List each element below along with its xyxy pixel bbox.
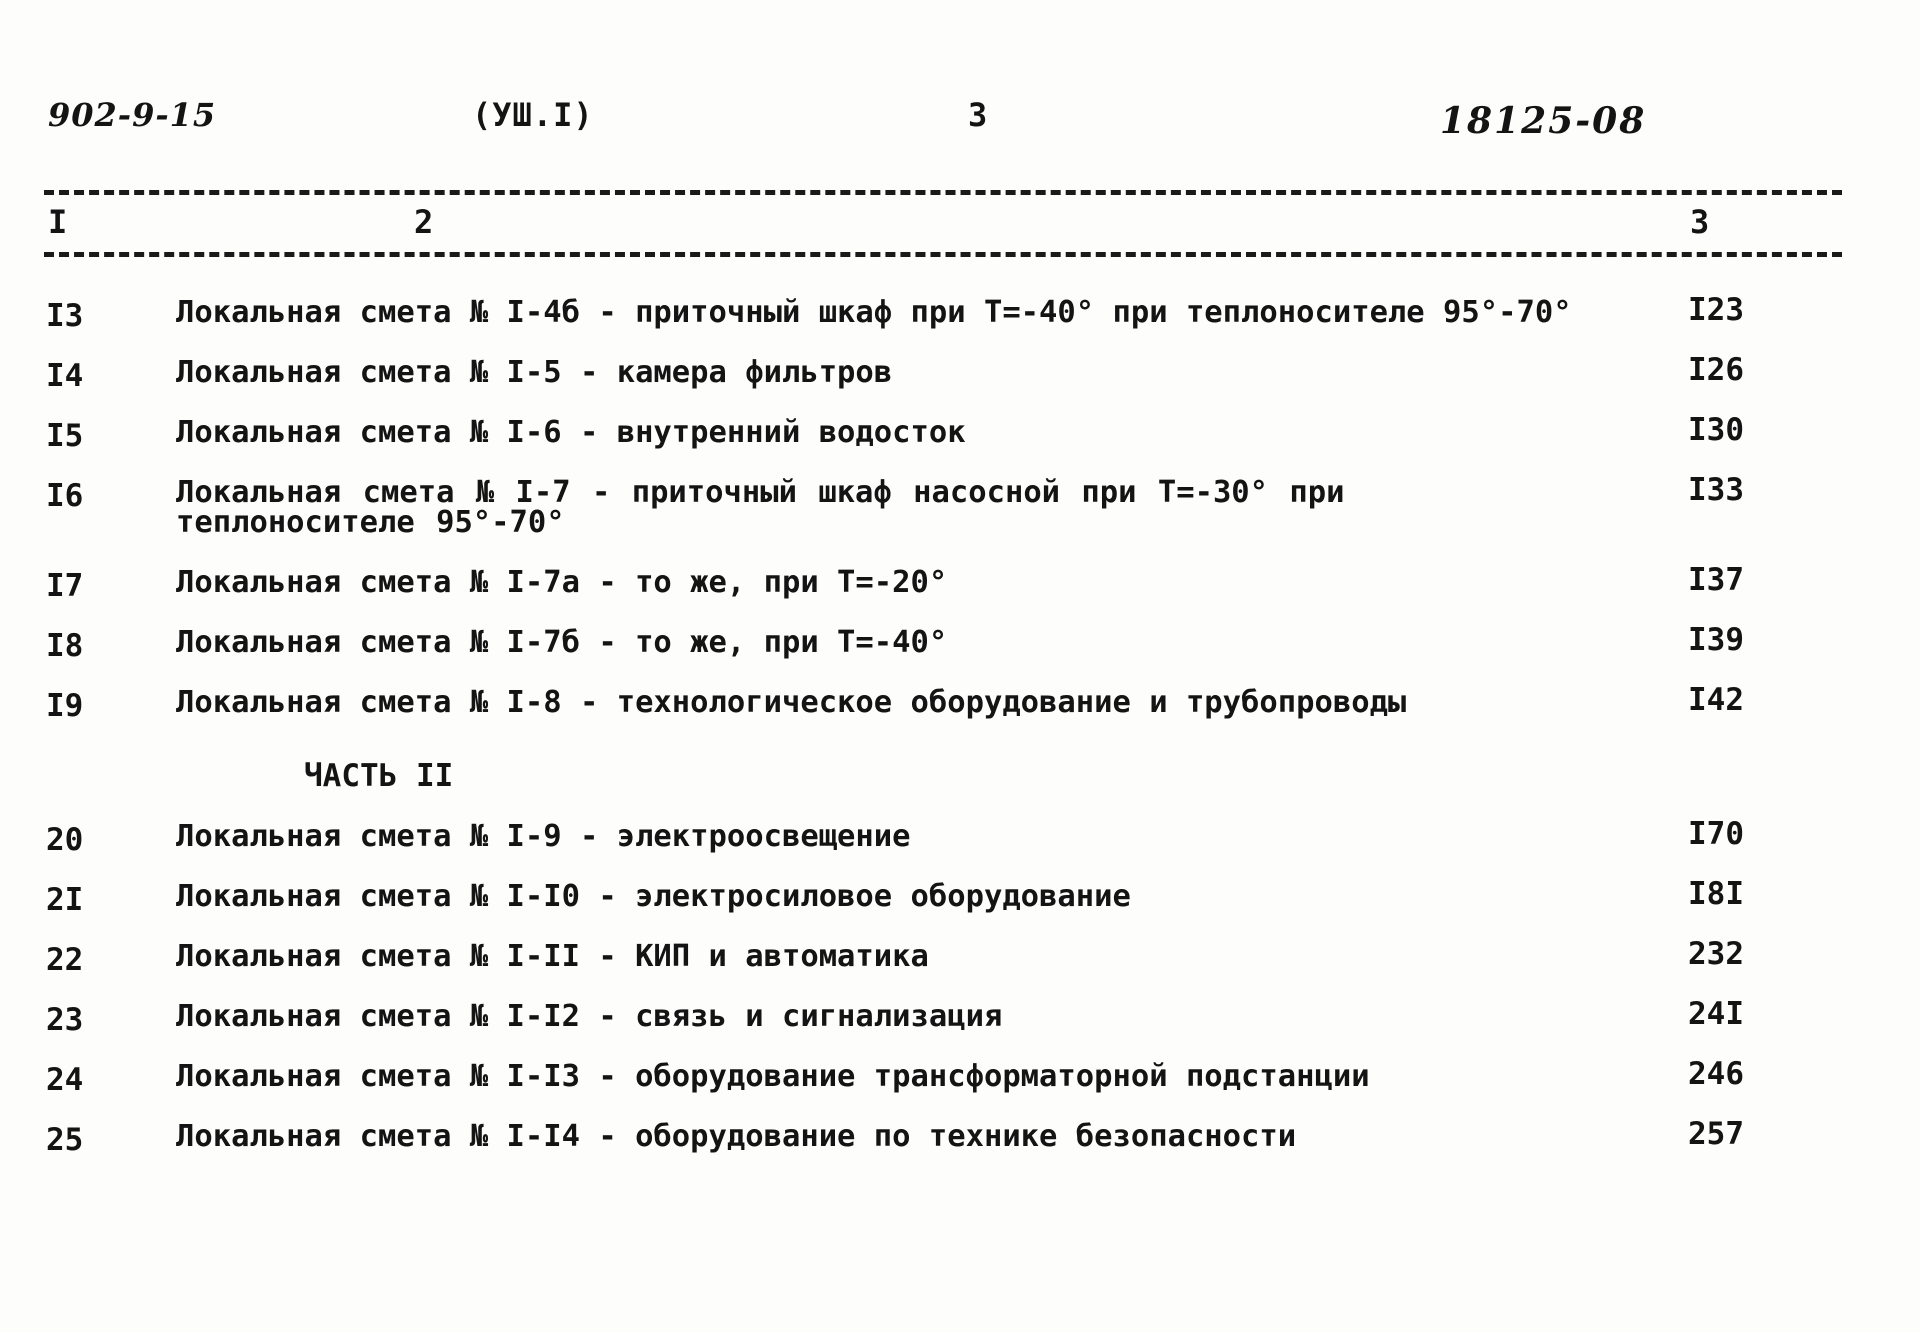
table-row [0,682,1920,748]
table-top-rule [44,190,1842,195]
row-description: Локальная смета № I-II - КИП и автоматика [176,939,929,974]
column-header-2: 2 [414,203,434,241]
row-number: 24 [46,1062,84,1098]
row-description: Локальная смета № I-4б - приточный шкаф при Т=-40° при теплоносителе 95°-70° [176,295,1572,330]
row-page: I23 [1688,292,1744,328]
row-page: I42 [1688,682,1744,718]
row-number: I8 [46,628,84,664]
row-page: I26 [1688,352,1744,388]
page-number: 3 [968,96,989,134]
table-row [0,472,1920,558]
table-row [0,622,1920,688]
table-row [0,816,1920,882]
row-page: I8I [1688,876,1744,912]
row-number: I3 [46,298,84,334]
row-page: I33 [1688,472,1744,508]
row-number: 22 [46,942,84,978]
table-row [0,1056,1920,1122]
row-description: Локальная смета № I-7б - то же, при Т=-40° [176,625,948,660]
table-row [0,352,1920,418]
row-description: Локальная смета № I-I0 - электросиловое оборудование [176,879,1131,914]
table-row [0,292,1920,358]
table-row [0,876,1920,942]
row-page: I37 [1688,562,1744,598]
row-number: I7 [46,568,84,604]
table-row [0,936,1920,1002]
row-description: Локальная смета № I-5 - камера фильтров [176,355,893,390]
row-page: 257 [1688,1116,1744,1152]
section-title: ЧАСТЬ II [304,758,454,794]
document-code: 902-9-15 [48,96,217,134]
row-page: I39 [1688,622,1744,658]
column-header-1: I [48,203,68,241]
row-number: I6 [46,478,84,514]
row-description: Локальная смета № I-8 - технологическое оборудование и трубопроводы [176,685,1407,720]
table-row [0,562,1920,628]
column-header-3: 3 [1690,203,1710,241]
row-number: 25 [46,1122,84,1158]
section-label: (УШ.I) [472,96,594,134]
row-description: Локальная смета № I-7а - то же, при Т=-20° [176,565,948,600]
row-number: 2I [46,882,84,918]
row-number: 20 [46,822,84,858]
row-description: Локальная смета № I-9 - электроосвещение [176,819,911,854]
table-row [0,412,1920,478]
row-page: 232 [1688,936,1744,972]
row-page: I70 [1688,816,1744,852]
row-number: I9 [46,688,84,724]
row-description: Локальная смета № I-I4 - оборудование по технике безопасности [176,1119,1297,1154]
row-page: 246 [1688,1056,1744,1092]
table-header-rule [44,252,1842,257]
row-description: Локальная смета № I-I2 - связь и сигнализация [176,999,1003,1034]
row-page: I30 [1688,412,1744,448]
handwritten-code: 18125-08 [1440,100,1647,142]
row-description: Локальная смета № I-6 - внутренний водосток [176,415,966,450]
table-row [0,996,1920,1062]
row-description: Локальная смета № I-7 - приточный шкаф насосной при Т=-30° при теплоносителе 95°-70° [176,475,1345,540]
table-row [0,1116,1920,1182]
row-number: 23 [46,1002,84,1038]
row-number: I4 [46,358,84,394]
row-page: 24I [1688,996,1744,1032]
row-description: Локальная смета № I-I3 - оборудование трансформаторной подстанции [176,1059,1370,1094]
row-number: I5 [46,418,84,454]
